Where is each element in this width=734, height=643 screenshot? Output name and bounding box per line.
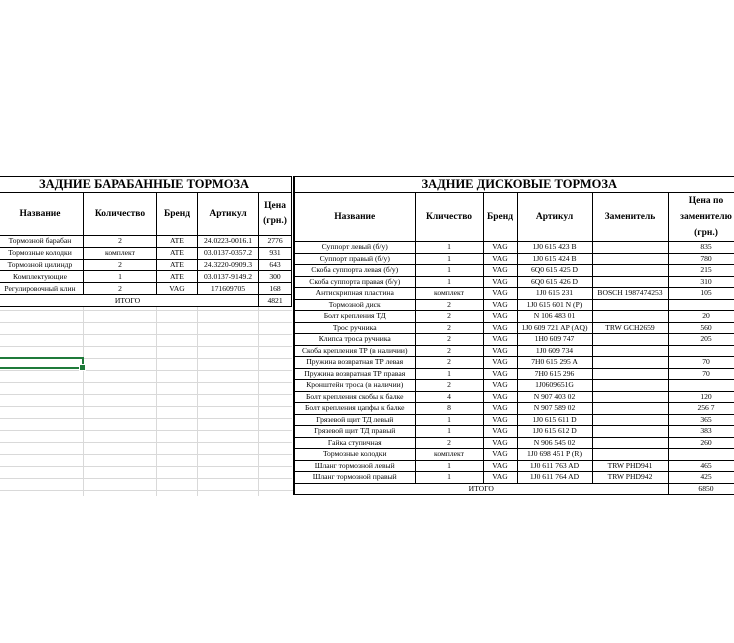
cell-article[interactable]: 1J0 609 721 AP (AQ) [517,322,592,334]
table-row [294,403,734,415]
cell-brand[interactable]: ATE [157,271,198,283]
cell-brand[interactable]: VAG [483,242,517,254]
table-row [294,380,734,392]
cell-price[interactable]: 120 [668,391,734,403]
total-value[interactable]: 4821 [259,294,292,306]
cell-substitute[interactable] [592,380,668,392]
total-row [294,483,734,494]
selected-cell[interactable] [0,357,84,369]
cell-article[interactable]: 1J0 611 764 AD [517,472,592,484]
total-row [0,294,292,306]
total-label: ИТОГО [0,294,259,306]
cell-substitute[interactable] [592,391,668,403]
table-row [294,449,734,461]
cell-quantity[interactable]: 4 [415,391,483,403]
cell-price[interactable]: 260 [668,437,734,449]
header-article: Артикул [198,193,259,236]
cell-quantity[interactable]: 2 [415,380,483,392]
cell-substitute[interactable] [592,276,668,288]
cell-name[interactable]: Грязевой щит ТД левый [294,414,415,426]
cell-substitute[interactable] [592,426,668,438]
cell-name[interactable]: Грязевой щит ТД правый [294,426,415,438]
cell-brand[interactable]: VAG [483,334,517,346]
cell-quantity[interactable]: 2 [84,259,157,271]
cell-brand[interactable]: VAG [483,403,517,415]
header-quantity: Кличество [415,193,483,242]
table-row [294,437,734,449]
cell-article[interactable]: 6Q0 615 425 D [517,265,592,277]
cell-name[interactable]: Тормозные колодки [294,449,415,461]
cell-price[interactable]: 465 [668,460,734,472]
cell-name[interactable]: Болт крепления ТД [294,311,415,323]
cell-quantity[interactable]: 1 [415,368,483,380]
cell-article[interactable]: 1J0 615 611 D [517,414,592,426]
cell-substitute[interactable] [592,437,668,449]
table-row [294,460,734,472]
cell-quantity[interactable]: 1 [415,253,483,265]
cell-name[interactable]: Тормозной диск [294,299,415,311]
table-row [294,322,734,334]
cell-article[interactable]: N 907 403 02 [517,391,592,403]
cell-price[interactable]: 105 [668,288,734,300]
cell-name[interactable]: Тормозной цилиндр [0,259,84,271]
cell-quantity[interactable]: 1 [415,276,483,288]
cell-quantity[interactable]: 1 [415,472,483,484]
cell-price[interactable] [668,299,734,311]
table-row [294,265,734,277]
cell-price[interactable]: 215 [668,265,734,277]
cell-brand[interactable]: VAG [483,380,517,392]
cell-name[interactable]: Тормозной барабан [0,236,84,248]
cell-quantity[interactable]: 2 [415,345,483,357]
cell-price[interactable]: 310 [668,276,734,288]
cell-brand[interactable]: VAG [483,357,517,369]
table-row [0,247,292,259]
cell-price[interactable]: 256 7 [668,403,734,415]
cell-price[interactable]: 365 [668,414,734,426]
header-brand: Бренд [157,193,198,236]
cell-brand[interactable]: VAG [483,299,517,311]
header-brand: Бренд [483,193,517,242]
cell-name[interactable]: Трос ручника [294,322,415,334]
table-row [294,288,734,300]
cell-article[interactable]: N 907 589 02 [517,403,592,415]
cell-quantity[interactable]: 2 [415,322,483,334]
cell-quantity[interactable]: комплект [415,449,483,461]
cell-substitute[interactable] [592,242,668,254]
cell-article[interactable]: 1H0 609 747 [517,334,592,346]
cell-quantity[interactable]: 1 [415,265,483,277]
cell-brand[interactable]: VAG [483,322,517,334]
table-row [0,283,292,295]
cell-article[interactable]: 1J0 698 451 P (R) [517,449,592,461]
cell-substitute[interactable] [592,357,668,369]
table-row [0,236,292,248]
cell-price[interactable]: 168 [259,283,292,295]
cell-quantity[interactable]: комплект [84,247,157,259]
cell-article[interactable]: 03.0137-9149.2 [198,271,259,283]
cell-quantity[interactable]: 2 [415,334,483,346]
cell-quantity[interactable]: 2 [415,311,483,323]
drum-table-title: ЗАДНИЕ БАРАБАННЫЕ ТОРМОЗА [0,177,292,193]
cell-substitute[interactable] [592,299,668,311]
cell-price[interactable]: 20 [668,311,734,323]
cell-article[interactable]: 24.3220-0909.3 [198,259,259,271]
cell-price[interactable]: 383 [668,426,734,438]
cell-substitute[interactable] [592,253,668,265]
header-price: Цена (грн.) [259,193,292,236]
cell-name[interactable]: Регулировочный клин [0,283,84,295]
total-value[interactable]: 6850 [668,483,734,494]
cell-quantity[interactable]: 2 [84,283,157,295]
cell-price[interactable]: 560 [668,322,734,334]
cell-price[interactable] [668,449,734,461]
cell-brand[interactable]: VAG [483,276,517,288]
cell-substitute[interactable] [592,368,668,380]
header-article: Артикул [517,193,592,242]
cell-brand[interactable]: VAG [157,283,198,295]
cell-quantity[interactable]: комплект [415,288,483,300]
cell-price[interactable]: 643 [259,259,292,271]
cell-quantity[interactable]: 2 [415,299,483,311]
cell-brand[interactable]: VAG [483,460,517,472]
cell-quantity[interactable]: 1 [415,242,483,254]
cell-price[interactable] [668,380,734,392]
table-row [294,311,734,323]
table-row [294,242,734,254]
table-row [294,253,734,265]
cell-article[interactable]: 1J0 609 734 [517,345,592,357]
cell-price[interactable] [668,345,734,357]
cell-brand[interactable]: VAG [483,345,517,357]
cell-name[interactable]: Скоба суппорта правая (б/у) [294,276,415,288]
cell-price[interactable]: 300 [259,271,292,283]
cell-name[interactable]: Гайка ступичная [294,437,415,449]
cell-article[interactable]: 24.0223-0016.1 [198,236,259,248]
cell-brand[interactable]: VAG [483,265,517,277]
cell-article[interactable]: N 906 545 02 [517,437,592,449]
cell-substitute[interactable]: TRW GCH2659 [592,322,668,334]
cell-price[interactable]: 205 [668,334,734,346]
cell-brand[interactable]: VAG [483,449,517,461]
cell-substitute[interactable] [592,265,668,277]
cell-substitute[interactable] [592,311,668,323]
table-row [294,368,734,380]
cell-article[interactable]: 1J0 615 601 N (P) [517,299,592,311]
cell-substitute[interactable] [592,334,668,346]
cell-article[interactable]: 1J0 615 423 B [517,242,592,254]
cell-name[interactable]: Комплектующие [0,271,84,283]
cell-price[interactable]: 835 [668,242,734,254]
cell-price[interactable]: 70 [668,368,734,380]
cell-price[interactable]: 2776 [259,236,292,248]
cell-name[interactable]: Клипса троса ручника [294,334,415,346]
cell-price[interactable]: 70 [668,357,734,369]
cell-quantity[interactable]: 2 [415,357,483,369]
cell-name[interactable]: Пружина возвратная ТР правая [294,368,415,380]
cell-quantity[interactable]: 1 [415,426,483,438]
header-name: Название [0,193,84,236]
cell-quantity[interactable]: 2 [84,236,157,248]
cell-brand[interactable]: VAG [483,311,517,323]
table-row [0,271,292,283]
total-label: ИТОГО [294,483,668,494]
cell-name[interactable]: Шланг тормозной правый [294,472,415,484]
cell-price[interactable]: 425 [668,472,734,484]
table-row [294,426,734,438]
table-row [294,334,734,346]
cell-article[interactable]: 7H0 615 296 [517,368,592,380]
cell-article[interactable]: 1J0 615 424 B [517,253,592,265]
cell-brand[interactable]: VAG [483,414,517,426]
cell-substitute[interactable] [592,345,668,357]
table-row [294,299,734,311]
cell-brand[interactable]: VAG [483,253,517,265]
table-row [0,259,292,271]
cell-quantity[interactable]: 8 [415,403,483,415]
cell-substitute[interactable] [592,403,668,415]
table-row [294,276,734,288]
fill-handle[interactable] [79,364,86,371]
cell-price[interactable]: 931 [259,247,292,259]
disc-brakes-table [293,176,734,495]
cell-name[interactable]: Пружина возвратная ТР левая [294,357,415,369]
table-row [294,414,734,426]
cell-article[interactable]: 171609705 [198,283,259,295]
cell-substitute[interactable] [592,449,668,461]
cell-article[interactable]: 03.0137-0357.2 [198,247,259,259]
cell-brand[interactable]: VAG [483,472,517,484]
cell-article[interactable]: 1J0 611 763 AD [517,460,592,472]
cell-name[interactable]: Кронштейн троса (в наличии) [294,380,415,392]
cell-article[interactable]: 1J0 615 612 D [517,426,592,438]
header-substitute-price: Цена по заменителю (грн.) [668,193,734,242]
cell-name[interactable]: Болт крепления скобы к балке [294,391,415,403]
header-name: Название [294,193,415,242]
table-row [294,357,734,369]
cell-quantity[interactable]: 1 [84,271,157,283]
cell-substitute[interactable] [592,414,668,426]
table-row [294,472,734,484]
disc-table-title: ЗАДНИЕ ДИСКОВЫЕ ТОРМОЗА [294,177,734,193]
cell-name[interactable]: Суппорт правый (б/у) [294,253,415,265]
cell-brand[interactable]: ATE [157,236,198,248]
cell-name[interactable]: Суппорт левый (б/у) [294,242,415,254]
cell-brand[interactable]: ATE [157,259,198,271]
cell-name[interactable]: Тормозные колодки [0,247,84,259]
cell-substitute[interactable]: BOSCH 1987474253 [592,288,668,300]
cell-quantity[interactable]: 2 [415,437,483,449]
header-quantity: Количество [84,193,157,236]
cell-brand[interactable]: VAG [483,437,517,449]
cell-article[interactable]: 1J0609651G [517,380,592,392]
cell-substitute[interactable]: TRW PHD942 [592,472,668,484]
cell-brand[interactable]: ATE [157,247,198,259]
cell-name[interactable]: Шланг тормозной левый [294,460,415,472]
drum-brakes-table [0,176,292,307]
cell-substitute[interactable]: TRW PHD941 [592,460,668,472]
cell-brand[interactable]: VAG [483,288,517,300]
cell-name[interactable]: Антискрипная пластина [294,288,415,300]
cell-price[interactable]: 780 [668,253,734,265]
cell-name[interactable]: Скоба крепления ТР (в наличии) [294,345,415,357]
table-row [294,391,734,403]
cell-article[interactable]: 1J0 615 231 [517,288,592,300]
cell-article[interactable]: N 106 483 01 [517,311,592,323]
cell-quantity[interactable]: 1 [415,460,483,472]
cell-name[interactable]: Болт крепления цапфы к балке [294,403,415,415]
cell-article[interactable]: 7H0 615 295 A [517,357,592,369]
table-row [294,345,734,357]
cell-brand[interactable]: VAG [483,426,517,438]
cell-brand[interactable]: VAG [483,368,517,380]
cell-brand[interactable]: VAG [483,391,517,403]
cell-name[interactable]: Скоба суппорта левая (б/у) [294,265,415,277]
cell-quantity[interactable]: 1 [415,414,483,426]
header-substitute: Заменитель [592,193,668,242]
cell-article[interactable]: 6Q0 615 426 D [517,276,592,288]
